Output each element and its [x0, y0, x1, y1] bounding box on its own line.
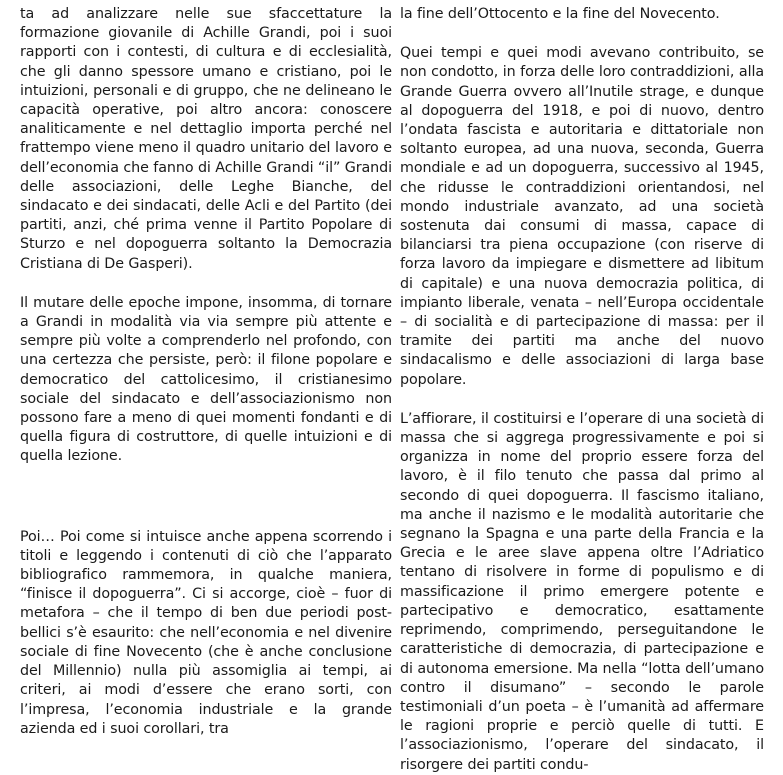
right-column — [400, 5, 764, 775]
paragraph-left-2: Il mutare delle epoche impone, insomma, di tornare a Grandi in modalità via via sempre più attente e sempre più volte a comprenderlo nel profondo, con una certezza che persiste, però: il filone popolare e democratico del cattolicesimo, il cristianesimo sociale del sindacato e dell’associazionismo non possono fare a meno di quei momenti fondanti e di quella figura di costruttore, di quelle intuizioni e di quella lezione. — [20, 294, 392, 465]
paragraph-spacer — [20, 467, 392, 528]
left-column — [20, 5, 392, 739]
paragraph-right-3: L’affiorare, il costituirsi e l’operare di una società di massa che si aggrega progressivamente e poi si organizza in nome del proprio essere forza del lavoro, è il filo tenuto che passa dal primo al secondo di quei dopoguerra. Il fascismo italiano, ma anche il nazismo e le modalità autoritarie che segnano la Spagna e una parte della Francia e la Grecia e le aree slave appena oltre l’Adriatico tentano di risolvere in forme di populismo e di massificazione il primo emergere potente e partecipativo e democratico, esattamente reprimendo, comprimendo, perseguitandone le caratteristiche di democrazia, di partecipazione e di autonoma emersione. Ma nella “lotta dell’umano contro il disumano” – secondo le parole testimoniali d’un poeta – è l’umanità ad affermare le ragioni proprie e perciò quelle di tutti. E l’associazionismo, l’operare del sindacato, il risorgere dei partiti condu- — [400, 410, 764, 773]
paragraph-spacer — [400, 390, 764, 410]
paragraph-right-2: Quei tempi e quei modi avevano contribuito, se non condotto, in forza delle loro contraddizioni, alla Grande Guerra ovvero all’Inutile strage, e dunque al dopoguerra del 1918, e poi di nuovo, dentro l’ondata fascista e autoritaria e dittatoriale non soltanto europea, ad una nuova, seconda, Guerra mondiale e ad un dopoguerra, successivo al 1945, che ridusse le contraddizioni orientandosi, nel mondo industriale avanzato, ad una società sostenuta dai consumi di massa, capace di bilanciarsi tra piena occupazione (con riserve di forza lavoro da impiegare e dismettere ad libitum di capitale) e una nuova democrazia politica, di impianto liberale, venata – nell’Europa occidentale – di socialità e di partecipazione di massa: per il tramite dei partiti ma anche del nuovo sindacalismo e delle associazioni di larga base popolare. — [400, 45, 764, 388]
paragraph-left-3: Poi… Poi come si intuisce anche appena scorrendo i titoli e leggendo i contenuti di ciò che l’apparato bibliografico rammemora, in qualche maniera, “finisce il dopoguerra”. Ci si accorge, cioè – fuor di metafora – che il tempo di ben due periodi post-bellici s’è esaurito: che nell’economia e nel divenire sociale di fine Novecento (che è anche conclusione del Millennio) nulla più assomiglia ai tempi, ai criteri, ai modi d’essere che erano sorti, con l’impresa, l’economia industriale e la grande azienda ed i suoi corollari, tra — [20, 528, 392, 737]
paragraph-spacer — [400, 24, 764, 44]
paragraph-spacer — [20, 274, 392, 294]
paragraph-left-1: ta ad analizzare nelle sue sfaccettature la formazione giovanile di Achille Grandi, poi i suoi rapporti con i contesti, di cultura e di ecclesialità, che gli danno spessore umano e cristiano, poi le intuizioni, personali e di gruppo, che ne delineano le capacità operative, poi altro ancora: conoscere analiticamente e nel dettaglio importa perché nel frattempo viene meno il quadro unitario del lavoro e dell’economia che fanno di Achille Grandi “il” Grandi delle associazioni, delle Leghe Bianche, del sindacato e dei sindacati, delle Acli e del Partito (dei partiti, anzi, ché prima venne il Partito Popolare di Sturzo e nel dopoguerra soltanto la Democrazia Cristiana di De Gasperi). — [20, 6, 392, 272]
paragraph-right-1: la fine dell’Ottocento e la fine del Novecento. — [400, 6, 720, 22]
